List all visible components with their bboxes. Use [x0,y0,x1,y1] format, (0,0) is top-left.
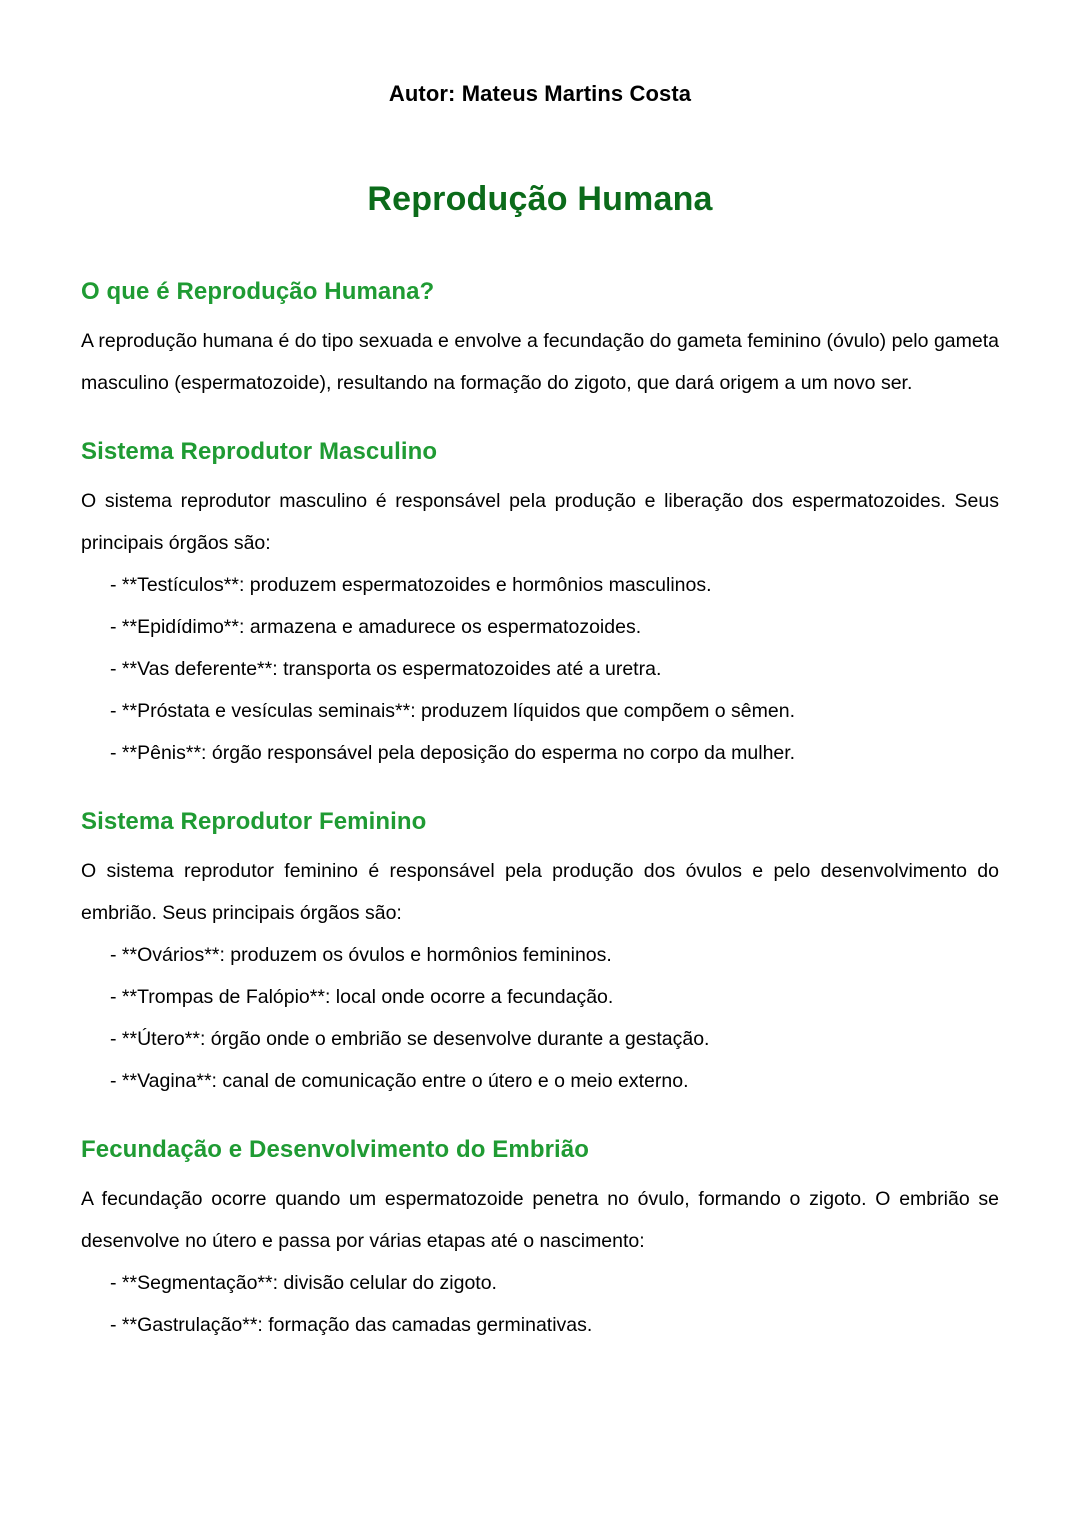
section-paragraph: O sistema reprodutor masculino é responsável pela produção e liberação dos espermatozoides. Seus principais órgãos são: [81,490,999,554]
list-item: - **Vagina**: canal de comunicação entre o útero e o meio externo. [110,1070,689,1092]
section-paragraph: O sistema reprodutor feminino é responsável pela produção dos óvulos e pelo desenvolvimento do embrião. Seus principais órgãos são: [81,860,999,924]
organ-list-masculino [81,564,999,774]
section-heading-sistema-reprodutor-masculino: Sistema Reprodutor Masculino [81,438,438,465]
list-item: - **Vas deferente**: transporta os espermatozoides até a uretra. [110,658,662,680]
list-item: - **Útero**: órgão onde o embrião se desenvolve durante a gestação. [110,1028,710,1050]
list-item: - **Próstata e vesículas seminais**: produzem líquidos que compõem o sêmen. [110,700,796,722]
section-heading-fecundacao-e-desenvolvimento-do-embriao: Fecundação e Desenvolvimento do Embrião [81,1136,590,1163]
document-content [81,0,999,1346]
page-title: Reprodução Humana [367,180,713,218]
list-item: - **Gastrulação**: formação das camadas germinativas. [110,1314,593,1336]
list-item: - **Pênis**: órgão responsável pela deposição do esperma no corpo da mulher. [110,742,796,764]
list-item: - **Trompas de Falópio**: local onde ocorre a fecundação. [110,986,614,1008]
list-item: - **Epidídimo**: armazena e amadurece os espermatozoides. [110,616,642,638]
stage-list-embriao [81,1262,999,1346]
author-line: Autor: Mateus Martins Costa [388,81,692,106]
section-paragraph: A reprodução humana é do tipo sexuada e envolve a fecundação do gameta feminino (óvulo) pelo gameta masculino (espermatozoide), resultando na formação do zigoto, que dará origem a um novo ser. [81,330,999,394]
section-paragraph: A fecundação ocorre quando um espermatozoide penetra no óvulo, formando o zigoto. O embrião se desenvolve no útero e passa por várias etapas até o nascimento: [81,1188,999,1252]
section-heading-sistema-reprodutor-feminino: Sistema Reprodutor Feminino [81,808,427,835]
list-item: - **Testículos**: produzem espermatozoides e hormônios masculinos. [110,574,712,596]
list-item: - **Segmentação**: divisão celular do zigoto. [110,1272,497,1294]
organ-list-feminino [81,934,999,1102]
section-heading-o-que-e-reproducao-humana: O que é Reprodução Humana? [81,278,435,305]
list-item: - **Ovários**: produzem os óvulos e hormônios femininos. [110,944,612,966]
